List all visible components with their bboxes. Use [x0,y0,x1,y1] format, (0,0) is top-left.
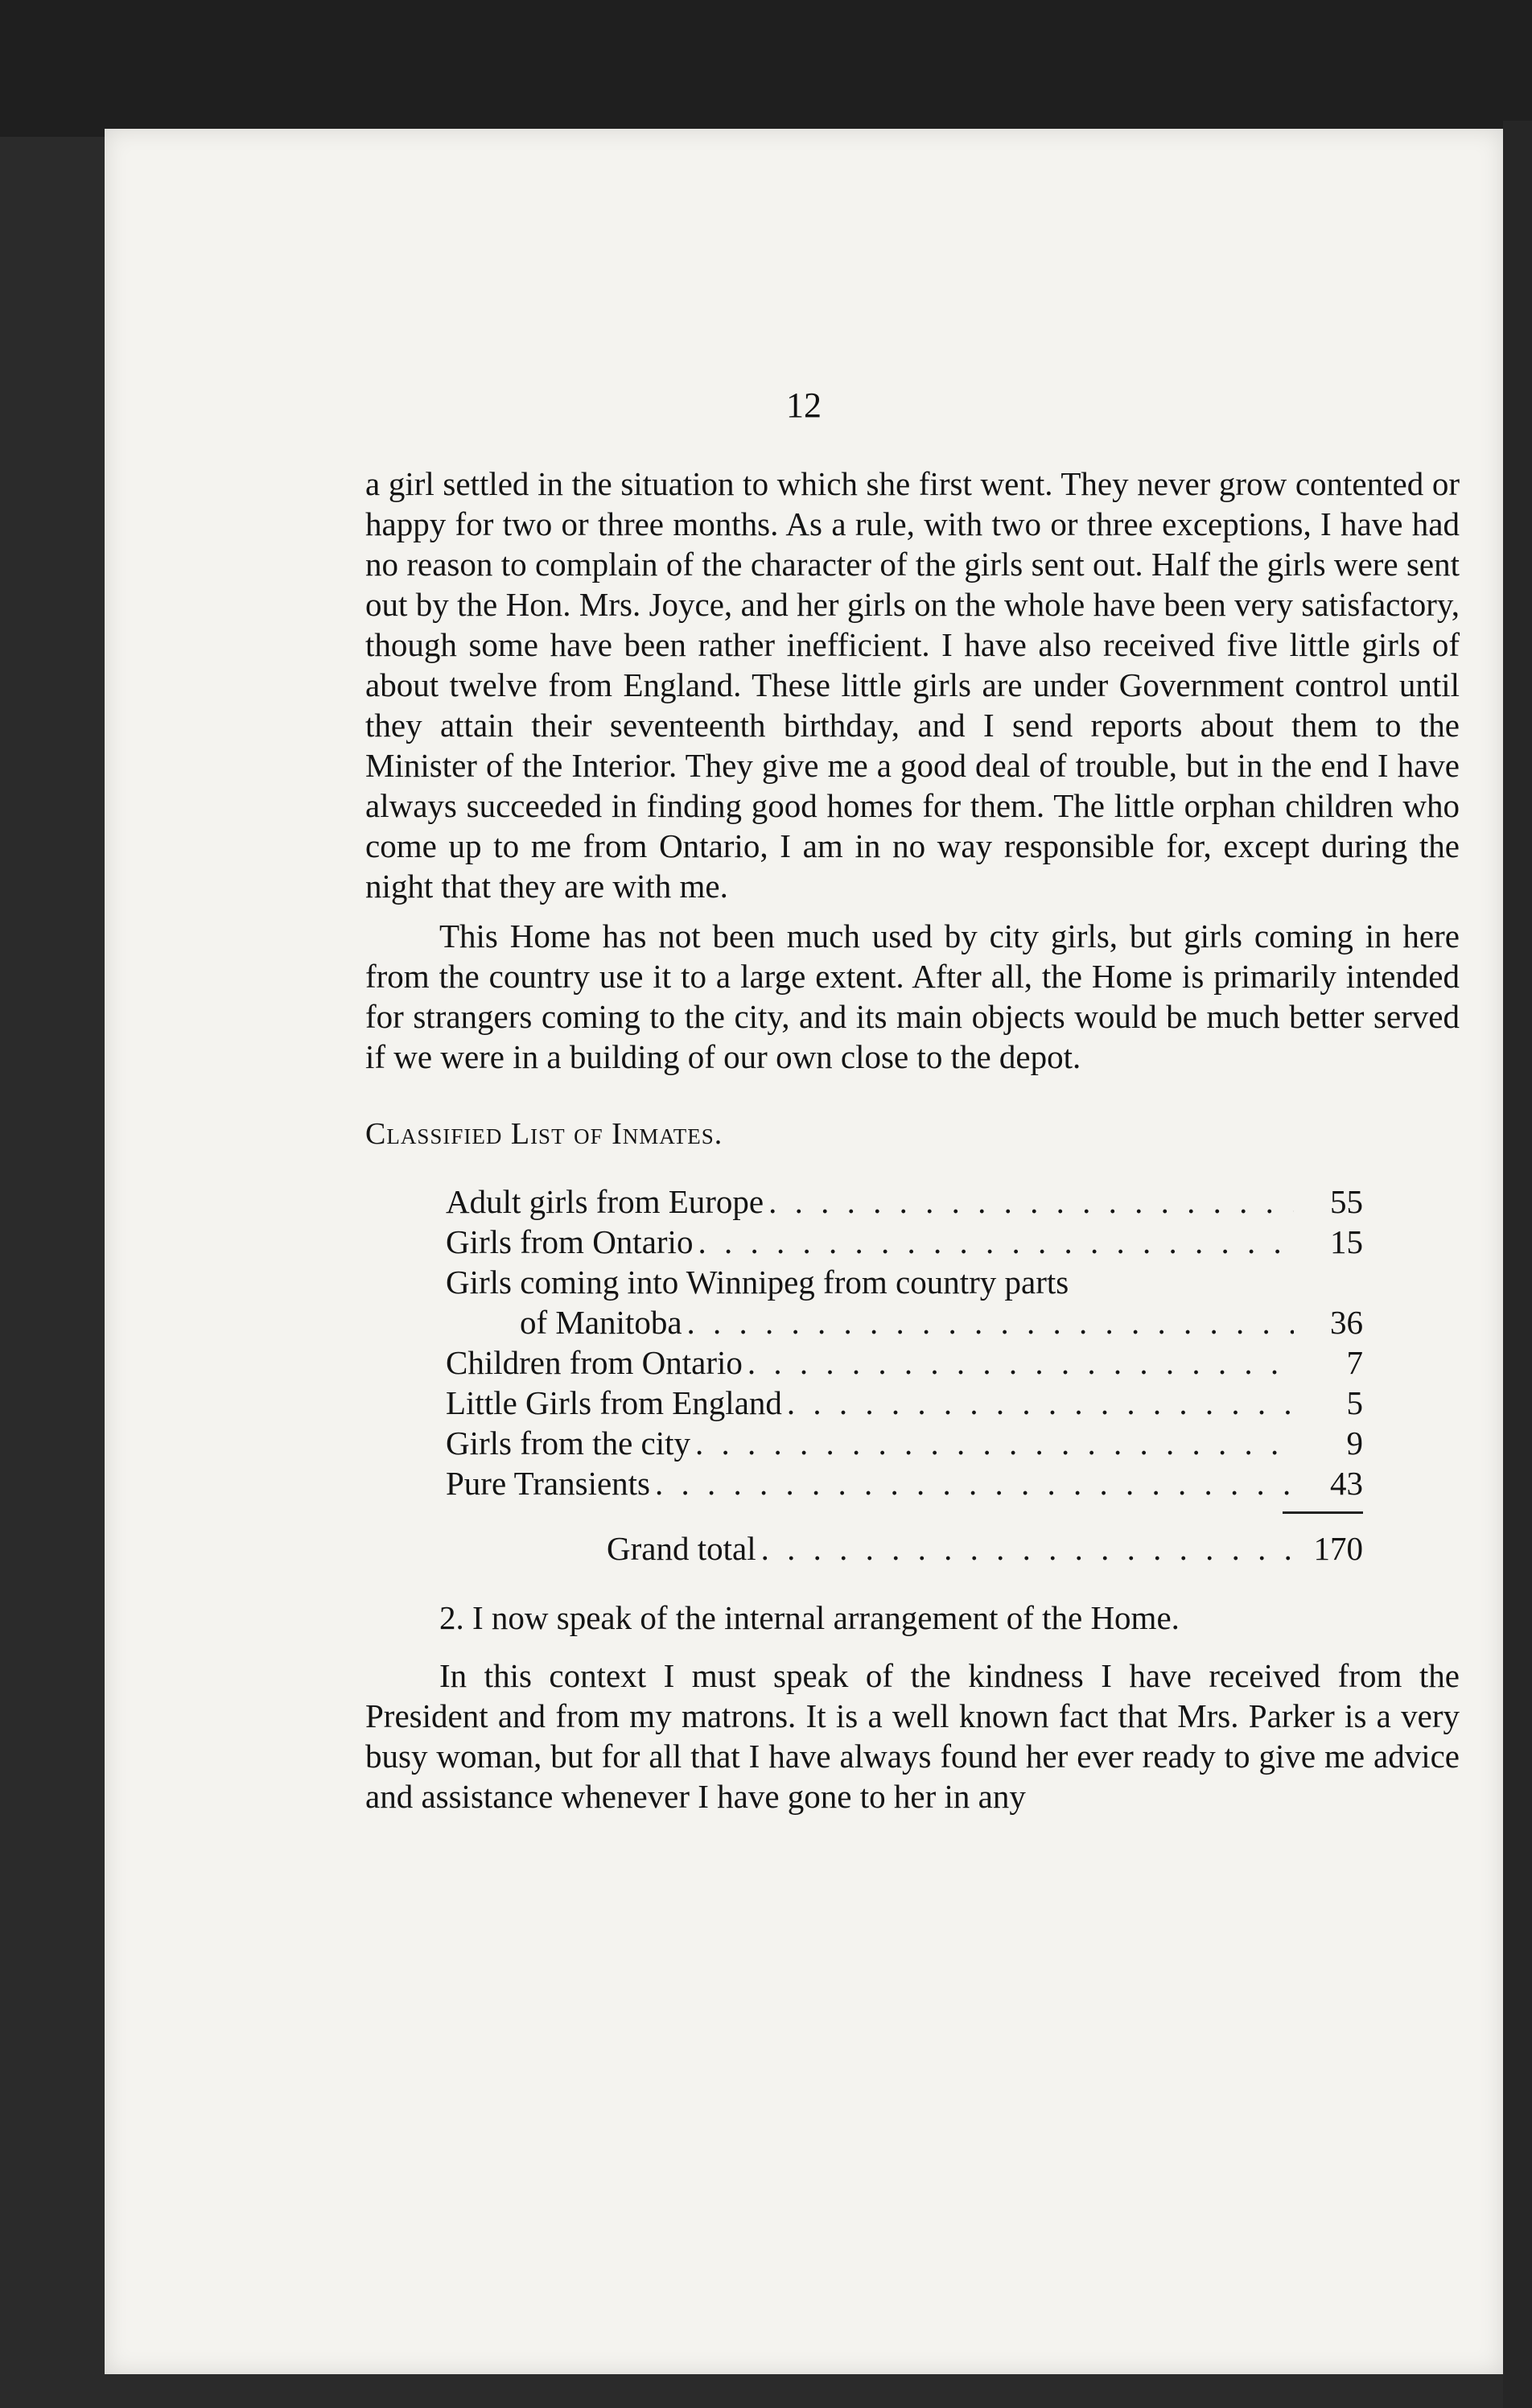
table-row [446,1463,1363,1503]
total-row [446,1528,1363,1569]
dot-leader [768,1181,1294,1222]
row-value: 7 [1346,1344,1363,1381]
row-label: Girls coming into Winnipeg from country parts [446,1264,1069,1301]
scan-top-band [0,0,1532,137]
paragraph-1: a girl settled in the situation to which she first went. They never grow contented or happy for two or three months. As a rule, with two or three exceptions, I have had no reason to complain of the character of the girls sent out. Half the girls were sent out by the Hon. Mrs. Joyce, and her girls on the whole have been very satisfactory, though some have been rather inefficient. I have also received five little girls of about twelve from England. These little girls are under Government control until they attain their seventeenth birthday, and I send reports about them to the Minister of the Interior. They give me a good deal of trouble, but in the end I have always succeeded in finding good homes for them. The little orphan children who come up to me from Ontario, I am in no way responsible for, except during the night that they are with me. [365,465,1460,905]
dot-leader [698,1222,1294,1262]
paragraph-4: In this context I must speak of the kindness I have received from the President and from my matrons. It is a well known fact that Mrs. Parker is a very busy woman, but for all that I have always found her ever ready to give me advice and assistance whenever I have gone to her in any [365,1657,1460,1815]
dot-leader [787,1383,1294,1423]
dot-leader [687,1302,1294,1342]
table-row [446,1181,1363,1222]
inmates-table [446,1181,1363,1569]
row-value: 43 [1330,1465,1363,1502]
paragraph-3: 2. I now speak of the internal arrangement of the Home. [439,1599,1180,1636]
row-label: Children from Ontario [446,1344,743,1381]
row-value: 15 [1330,1223,1363,1260]
table-row [446,1383,1363,1423]
row-value: 55 [1330,1183,1363,1220]
page-number: 12 [786,386,822,425]
dot-leader [695,1423,1294,1463]
row-label: of Manitoba [520,1304,682,1341]
table-row [446,1342,1363,1383]
dot-leader [655,1463,1294,1503]
row-label: Adult girls from Europe [446,1183,764,1220]
row-value: 36 [1330,1304,1363,1341]
row-value: 5 [1346,1384,1363,1421]
dot-leader [747,1342,1294,1383]
table-row [446,1423,1363,1463]
scan-right-edge [1503,121,1532,2408]
table-row [446,1262,1363,1302]
table-row [446,1302,1363,1342]
total-rule [1283,1511,1363,1514]
total-value: 170 [1313,1530,1363,1567]
document-page [105,129,1503,2374]
row-label: Girls from Ontario [446,1223,694,1260]
total-label: Grand total [607,1530,756,1567]
dot-leader [761,1528,1294,1569]
table-title: Classified List of Inmates. [365,1117,723,1151]
row-label: Pure Transients [446,1465,651,1502]
row-label: Little Girls from England [446,1384,782,1421]
body-text [365,464,1460,1816]
row-label: Girls from the city [446,1425,691,1462]
paragraph-2: This Home has not been much used by city girls, but girls coming in here from the country use it to a large extent. After all, the Home is primarily intended for strangers coming to the city, and its main objects would be much better served if we were in a building of our own close to the depot. [365,917,1460,1075]
table-row [446,1222,1363,1262]
row-value: 9 [1346,1425,1363,1462]
